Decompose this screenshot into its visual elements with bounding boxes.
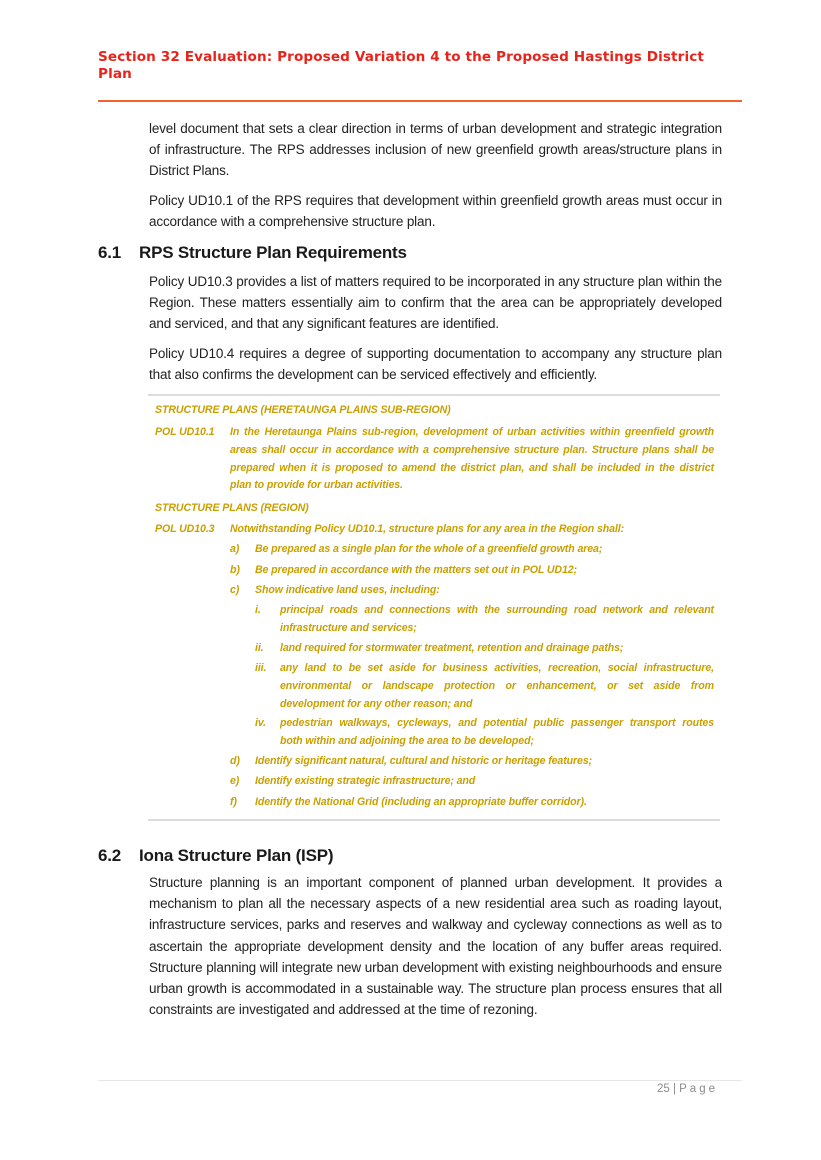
quote-top-divider — [148, 394, 720, 396]
subitem-line: infrastructure and services; — [280, 621, 417, 634]
item-marker: a) — [230, 543, 240, 555]
subitem-marker: i. — [255, 604, 261, 616]
item-text: Show indicative land uses, including: — [255, 584, 440, 596]
item-marker: d) — [230, 755, 240, 767]
page-footer — [657, 1083, 718, 1095]
section-number: 6.1 — [98, 243, 122, 262]
policy-code-ud10-3: POL UD10.3 — [155, 523, 215, 535]
policy-line: plan to provide for urban activities. — [230, 479, 403, 492]
quote-heading-2: STRUCTURE PLANS (REGION) — [155, 502, 309, 514]
footer-divider — [98, 1080, 742, 1081]
header-divider — [98, 100, 742, 102]
page-separator: | — [672, 1083, 676, 1095]
item-text: Identify significant natural, cultural and historic or heritage features; — [255, 755, 593, 767]
subitem-line: pedestrian walkways, cycleways, and potential public passenger transport routes — [280, 717, 714, 729]
section-title: Iona Structure Plan (ISP) — [139, 846, 334, 865]
subitem-marker: ii. — [255, 642, 264, 654]
subitem-line: environmental or landscape protection or enhancement, or set aside from — [280, 679, 714, 692]
section-6-1-heading — [98, 243, 407, 263]
subitem-line: any land to be set aside for business activities, recreation, social infrastructure, — [280, 662, 714, 674]
page-number: 25 — [656, 1083, 670, 1095]
policy-ud10-1-text — [230, 424, 714, 495]
subitem-line: land required for stormwater treatment, retention and drainage paths; — [280, 642, 624, 654]
subitem-line: both within and adjoining the area to be developed; — [280, 734, 534, 747]
section-number: 6.2 — [98, 846, 122, 865]
subitem-text — [280, 715, 714, 751]
subitem-text — [280, 660, 714, 713]
section-title: RPS Structure Plan Requirements — [139, 243, 407, 262]
intro-paragraph-2: Policy UD10.1 of the RPS requires that development within greenfield growth areas must occur in accordance with a comprehensive structure plan. — [149, 193, 722, 230]
policy-line: In the Heretaunga Plains sub-region, development of urban activities within greenfield growth — [230, 426, 714, 438]
item-text: Be prepared in accordance with the matters set out in POL UD12; — [255, 564, 577, 576]
policy-ud10-3-intro: Notwithstanding Policy UD10.1, structure plans for any area in the Region shall: — [230, 523, 625, 535]
item-marker: b) — [230, 564, 240, 576]
intro-paragraph-1: level document that sets a clear direction in terms of urban development and strategic integration of infrastructure. The RPS addresses inclusion of new greenfield growth areas/structure plans in District Plans. — [149, 121, 722, 179]
policy-line: areas shall occur in accordance with a comprehensive structure plan. Structure plans shall be — [230, 443, 714, 456]
quote-heading-1: STRUCTURE PLANS (HERETAUNGA PLAINS SUB-REGION) — [155, 404, 451, 416]
page-label: Page — [679, 1083, 718, 1095]
subitem-line: principal roads and connections with the surrounding road network and relevant — [280, 604, 714, 616]
item-marker: c) — [230, 584, 240, 596]
policy-line: prepared when it is proposed to amend the district plan, and shall be included in the district — [230, 461, 714, 474]
section-6-2-paragraph: Structure planning is an important component of planned urban development. It provides a mechanism to plan all the necessary aspects of a new residential area such as roading layout, infrastructure services, parks and reserves and walkway and cycleway connections as well as to ascertain the appropriate development density and the location of any buffer areas required. Structure planning will integrate new urban development with existing neighbourhoods and ensure urban growth is accommodated in a sustainable way. The structure plan process ensures that all constraints are investigated and addressed at the time of rezoning. — [149, 875, 722, 1018]
subitem-text — [280, 602, 714, 638]
item-text: Identify the National Grid (including an appropriate buffer corridor). — [255, 796, 587, 808]
subitem-text — [280, 640, 714, 658]
item-marker: f) — [230, 796, 237, 808]
item-marker: e) — [230, 775, 240, 787]
page-header — [98, 49, 738, 83]
subitem-marker: iv. — [255, 717, 266, 729]
subitem-line: development for any other reason; and — [280, 697, 473, 710]
policy-code-ud10-1: POL UD10.1 — [155, 426, 215, 438]
document-title: Section 32 Evaluation: Proposed Variation 4 to the Proposed Hastings District Plan — [98, 49, 704, 82]
item-text: Be prepared as a single plan for the whole of a greenfield growth area; — [255, 543, 603, 555]
section-6-1-paragraph-2: Policy UD10.4 requires a degree of supporting documentation to accompany any structure plan that also confirms the development can be serviced effectively and efficiently. — [149, 346, 722, 383]
subitem-marker: iii. — [255, 662, 267, 674]
section-6-2-heading — [98, 846, 333, 866]
quote-bottom-divider — [148, 819, 720, 821]
section-6-1-paragraph-1: Policy UD10.3 provides a list of matters required to be incorporated in any structure plan within the Region. These matters essentially aim to confirm that the area can be appropriately developed and serviced, and that any significant features are identified. — [149, 274, 722, 332]
item-text: Identify existing strategic infrastructure; and — [255, 775, 476, 787]
